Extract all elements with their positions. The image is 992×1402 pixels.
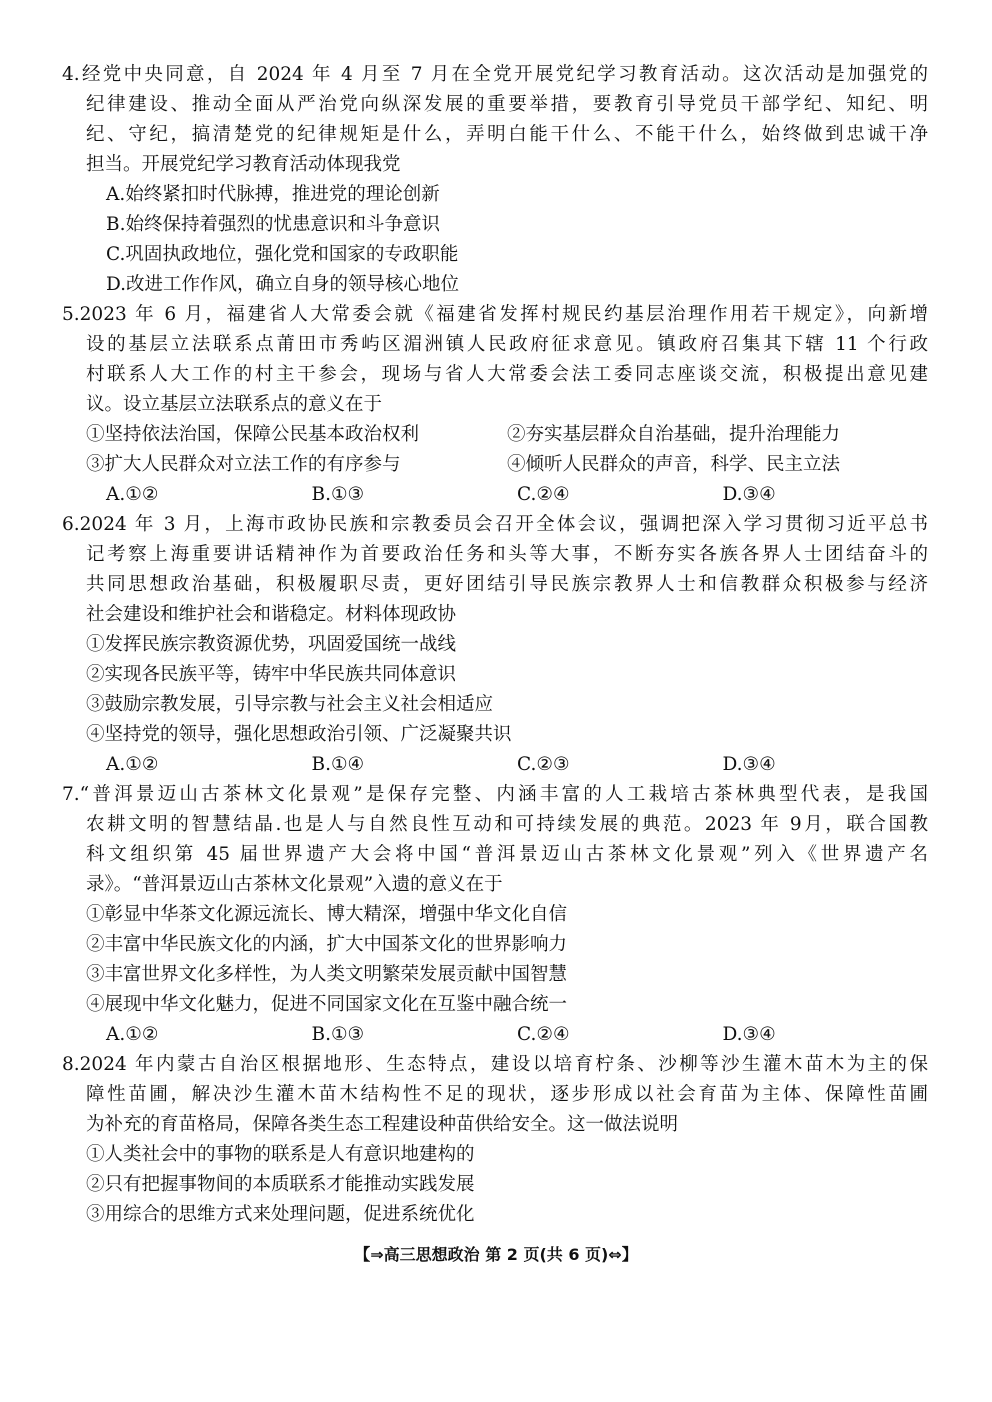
stem-line: 农耕文明的智慧结晶.也是人与自然良性互动和可持续发展的典范。2023 年 9月，联合国教 <box>86 814 928 835</box>
statement-2: ②丰富中华民族文化的内涵，扩大中国茶文化的世界影响力 <box>86 934 568 955</box>
stem-line: 担当。开展党纪学习教育活动体现我党 <box>86 154 401 175</box>
choice-a: A.①② <box>106 1024 159 1045</box>
stem-line: 科文组织第 45 届世界遗产大会将中国“普洱景迈山古茶林文化景观”列入《世界遗产名 <box>86 844 928 865</box>
stem-line: 录》。“普洱景迈山古茶林文化景观”入遗的意义在于 <box>86 874 503 895</box>
statement-3: ③丰富世界文化多样性，为人类文明繁荣发展贡献中国智慧 <box>86 964 568 985</box>
question-6-stem <box>62 510 928 630</box>
choice-row <box>62 480 928 510</box>
choice-row <box>62 750 928 780</box>
question-4 <box>62 60 928 300</box>
statement-4: ④倾听人民群众的声音，科学、民主立法 <box>507 454 841 475</box>
statement-3: ③用综合的思维方式来处理问题，促进系统优化 <box>86 1204 475 1225</box>
question-8 <box>62 1050 928 1230</box>
stem-line: 6.2024 年 3 月，上海市政协民族和宗教委员会召开全体会议，强调把深入学习贯彻习近平总书 <box>62 514 928 535</box>
stem-line: 共同思想政治基础，积极履职尽责，更好团结引导民族宗教界人士和信教群众积极参与经济 <box>86 574 928 595</box>
choice-c: C.②③ <box>517 754 570 775</box>
stem-line: 纪、守纪，搞清楚党的纪律规矩是什么，弄明白能干什么、不能干什么，始终做到忠诚干净 <box>86 124 928 145</box>
question-8-stem <box>62 1050 928 1140</box>
question-4-stem <box>62 60 928 180</box>
statement-2: ②夯实基层群众自治基础，提升治理能力 <box>507 424 841 445</box>
stem-line: 5.2023 年 6 月，福建省人大常委会就《福建省发挥村规民约基层治理作用若干规定》，向新增 <box>62 304 928 325</box>
question-5-stem <box>62 300 928 420</box>
stem-line: 社会建设和维护社会和谐稳定。材料体现政协 <box>86 604 457 625</box>
choice-c: C.②④ <box>517 1024 570 1045</box>
stem-line: 7.“普洱景迈山古茶林文化景观”是保存完整、内涵丰富的人工栽培古茶林典型代表，是我国 <box>62 784 928 805</box>
statement-2: ②实现各民族平等，铸牢中华民族共同体意识 <box>86 664 457 685</box>
question-7 <box>62 780 928 1050</box>
stem-line: 8.2024 年内蒙古自治区根据地形、生态特点，建设以培育柠条、沙柳等沙生灌木苗木为主的保 <box>62 1054 928 1075</box>
statement-4: ④坚持党的领导，强化思想政治引领、广泛凝聚共识 <box>86 724 512 745</box>
exam-page <box>62 60 928 1230</box>
choice-d: D.③④ <box>722 1024 776 1045</box>
option-a: A.始终紧扣时代脉搏，推进党的理论创新 <box>106 184 440 205</box>
stem-line: 村联系人大工作的村主干参会，现场与省人大常委会法工委同志座谈交流，积极提出意见建 <box>86 364 928 385</box>
option-d: D.改进工作作风，确立自身的领导核心地位 <box>106 274 460 295</box>
stem-line: 为补充的育苗格局，保障各类生态工程建设种苗供给安全。这一做法说明 <box>86 1114 679 1135</box>
choice-row <box>62 1020 928 1050</box>
choice-a: A.①② <box>106 754 159 775</box>
statement-row <box>62 450 928 480</box>
stem-line: 设的基层立法联系点莆田市秀屿区湄洲镇人民政府征求意见。镇政府召集其下辖 11 个行政 <box>86 334 928 355</box>
statement-1: ①坚持依法治国，保障公民基本政治权利 <box>86 424 420 445</box>
choice-d: D.③④ <box>722 484 776 505</box>
statement-3: ③扩大人民群众对立法工作的有序参与 <box>86 454 401 475</box>
choice-d: D.③④ <box>722 754 776 775</box>
stem-line: 障性苗圃，解决沙生灌木苗木结构性不足的现状，逐步形成以社会育苗为主体、保障性苗圃 <box>86 1084 928 1105</box>
choice-b: B.①③ <box>311 484 365 505</box>
question-6 <box>62 510 928 780</box>
question-5 <box>62 300 928 510</box>
stem-line: 议。设立基层立法联系点的意义在于 <box>86 394 383 415</box>
choice-c: C.②④ <box>517 484 570 505</box>
statement-1: ①人类社会中的事物的联系是人有意识地建构的 <box>86 1144 475 1165</box>
stem-line: 4.经党中央同意，自 2024 年 4 月至 7 月在全党开展党纪学习教育活动。这次活动是加强党的 <box>62 64 928 85</box>
statement-2: ②只有把握事物间的本质联系才能推动实践发展 <box>86 1174 475 1195</box>
statement-1: ①彰显中华茶文化源远流长、博大精深，增强中华文化自信 <box>86 904 568 925</box>
question-7-stem <box>62 780 928 900</box>
option-c: C.巩固执政地位，强化党和国家的专政职能 <box>106 244 459 265</box>
option-b: B.始终保持着强烈的忧患意识和斗争意识 <box>106 214 440 235</box>
statement-3: ③鼓励宗教发展，引导宗教与社会主义社会相适应 <box>86 694 494 715</box>
choice-b: B.①④ <box>311 754 365 775</box>
statement-1: ①发挥民族宗教资源优势，巩固爱国统一战线 <box>86 634 457 655</box>
statement-4: ④展现中华文化魅力，促进不同国家文化在互鉴中融合统一 <box>86 994 568 1015</box>
choice-a: A.①② <box>106 484 159 505</box>
choice-b: B.①③ <box>311 1024 365 1045</box>
statement-row <box>62 420 928 450</box>
stem-line: 纪律建设、推动全面从严治党向纵深发展的重要举措，要教育引导党员干部学纪、知纪、明 <box>86 94 928 115</box>
stem-line: 记考察上海重要讲话精神作为首要政治任务和头等大事，不断夯实各族各界人士团结奋斗的 <box>86 544 928 565</box>
page-footer: 【⇒高三思想政治 第 2 页(共 6 页)⇔】 <box>354 1245 638 1264</box>
